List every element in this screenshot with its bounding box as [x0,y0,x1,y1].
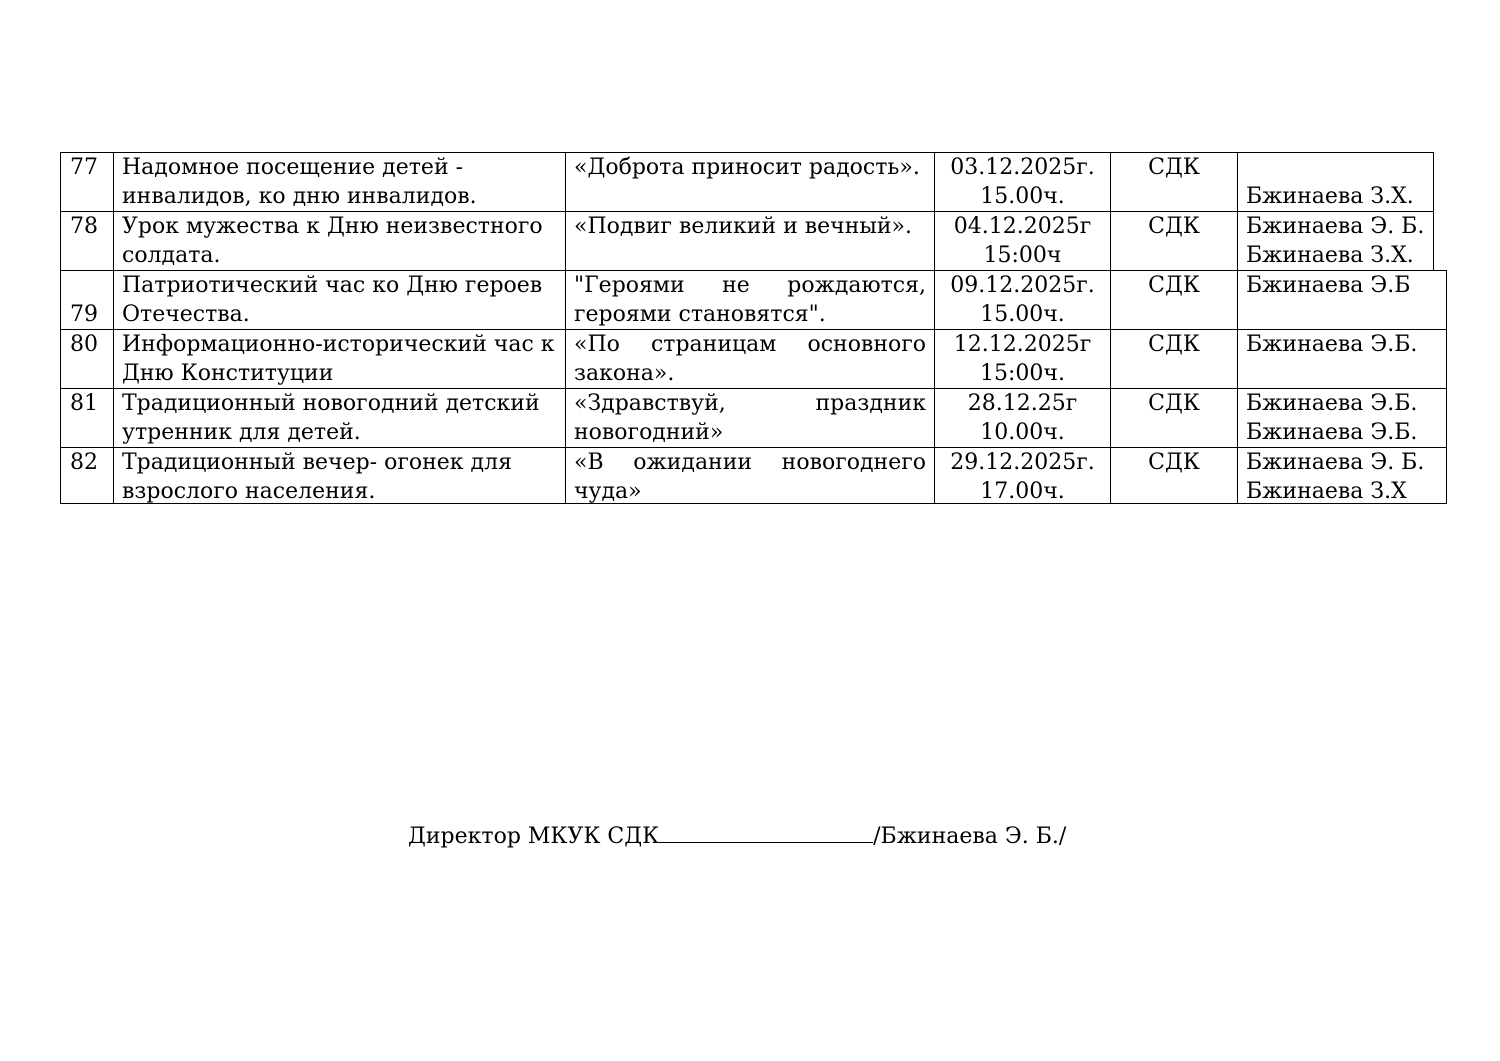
event-place: СДК [1110,212,1237,270]
event-responsible: Бжинаева Э. Б. Бжинаева З.Х [1237,448,1446,503]
event-name: «Доброта приносит радость». [565,153,934,211]
event-title: Традиционный новогодний детский утренник для детей. [113,389,565,447]
event-title: Надомное посещение детей - инвалидов, ко дню инвалидов. [113,153,565,211]
signature-block [408,820,1066,851]
event-date: 09.12.2025г. 15.00ч. [934,271,1110,329]
event-responsible: Бжинаева Э.Б. [1237,330,1446,388]
event-date: 28.12.25г 10.00ч. [934,389,1110,447]
signatory-position: Директор МКУК СДК [408,824,660,849]
table-row [60,270,1447,329]
signature-line [659,820,873,843]
event-responsible: Бжинаева Э. Б. Бжинаева З.Х. [1237,212,1433,270]
event-date: 03.12.2025г. 15.00ч. [934,153,1110,211]
event-name: «Подвиг великий и вечный». [565,212,934,270]
event-responsible: Бжинаева З.Х. [1237,153,1433,211]
event-name: "Героями не рождаются, героями становятся". [565,271,934,329]
row-number: 78 [60,212,113,270]
event-responsible: Бжинаева Э.Б [1237,271,1446,329]
events-table [60,152,1447,504]
event-name: «В ожидании новогоднего чуда» [565,448,934,503]
row-number: 79 [60,271,113,329]
table-row [60,211,1434,270]
event-date: 29.12.2025г. 17.00ч. [934,448,1110,503]
event-name: «Здравствуй, праздник новогодний» [565,389,934,447]
signatory-name: /Бжинаева Э. Б./ [873,824,1067,849]
event-title: Урок мужества к Дню неизвестного солдата. [113,212,565,270]
table-row [60,152,1434,211]
row-number: 80 [60,330,113,388]
event-place: СДК [1110,389,1237,447]
row-number: 77 [60,153,113,211]
row-number: 81 [60,389,113,447]
event-title: Информационно-исторический час к Дню Конституции [113,330,565,388]
event-place: СДК [1110,330,1237,388]
event-date: 12.12.2025г 15:00ч. [934,330,1110,388]
event-date: 04.12.2025г 15:00ч [934,212,1110,270]
table-row [60,388,1447,447]
event-place: СДК [1110,153,1237,211]
event-title: Патриотический час ко Дню героев Отечества. [113,271,565,329]
event-place: СДК [1110,448,1237,503]
event-responsible: Бжинаева Э.Б. Бжинаева Э.Б. [1237,389,1446,447]
table-row [60,447,1447,504]
event-title: Традиционный вечер- огонек для взрослого населения. [113,448,565,503]
event-place: СДК [1110,271,1237,329]
table-row [60,329,1447,388]
row-number: 82 [60,448,113,503]
event-name: «По страницам основного закона». [565,330,934,388]
